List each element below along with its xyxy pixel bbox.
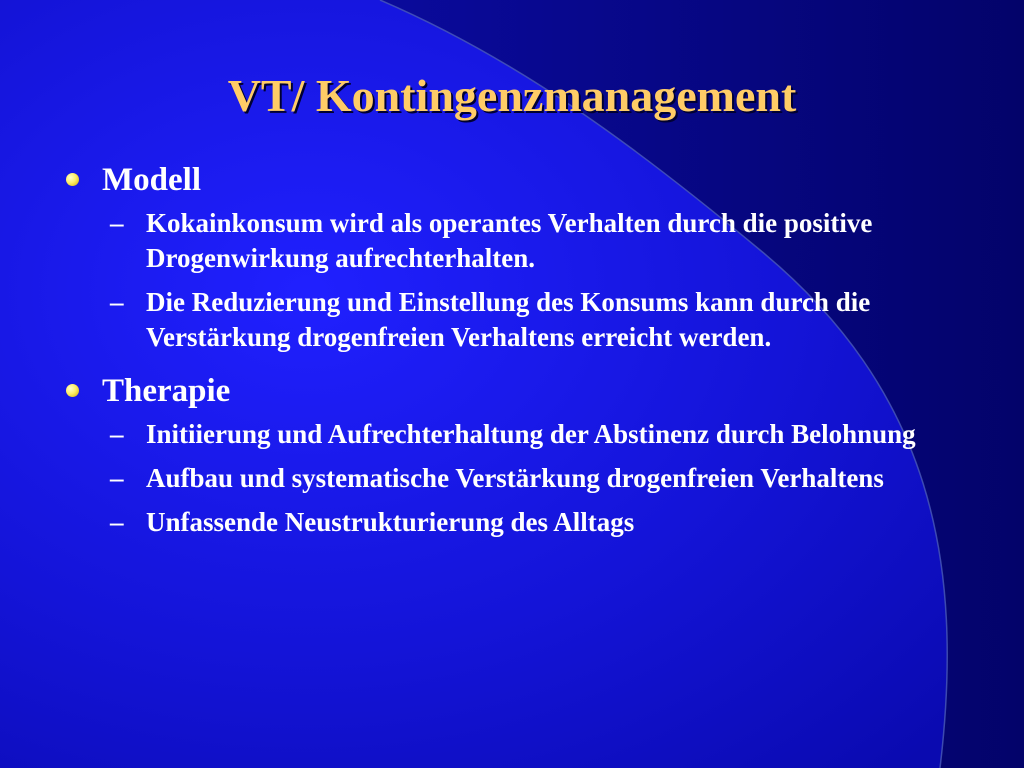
list-item	[66, 461, 946, 496]
list-item-text: Initiierung und Aufrechterhaltung der Abstinenz durch Belohnung	[146, 419, 916, 449]
dash-bullet: –	[110, 208, 124, 238]
list-item-text: Kokainkonsum wird als operantes Verhalten durch die positive Drogenwirkung aufrechterhalten.	[146, 208, 873, 273]
list-item	[66, 417, 946, 452]
slide-content	[66, 160, 966, 549]
circle-bullet-icon	[66, 173, 79, 186]
list-item-text: Unfassende Neustrukturierung des Alltags	[146, 507, 635, 537]
dash-bullet: –	[110, 419, 124, 449]
section-heading-modell	[66, 160, 966, 200]
section-heading-text: Therapie	[102, 373, 231, 409]
slide-title: VT/ Kontingenzmanagement	[227, 70, 797, 121]
list-item	[66, 206, 946, 276]
section-heading-text: Modell	[102, 162, 201, 198]
section-items-therapie	[66, 417, 966, 540]
dash-bullet: –	[110, 507, 124, 537]
dash-bullet: –	[110, 287, 124, 317]
list-item	[66, 505, 946, 540]
dash-bullet: –	[110, 463, 124, 493]
circle-bullet-icon	[66, 384, 79, 397]
list-item	[66, 285, 946, 355]
section-items-modell	[66, 206, 966, 355]
section-heading-therapie	[66, 371, 966, 411]
list-item-text: Aufbau und systematische Verstärkung drogenfreien Verhaltens	[146, 463, 884, 493]
list-item-text: Die Reduzierung und Einstellung des Konsums kann durch die Verstärkung drogenfreien Verhaltens erreicht werden.	[146, 287, 871, 352]
